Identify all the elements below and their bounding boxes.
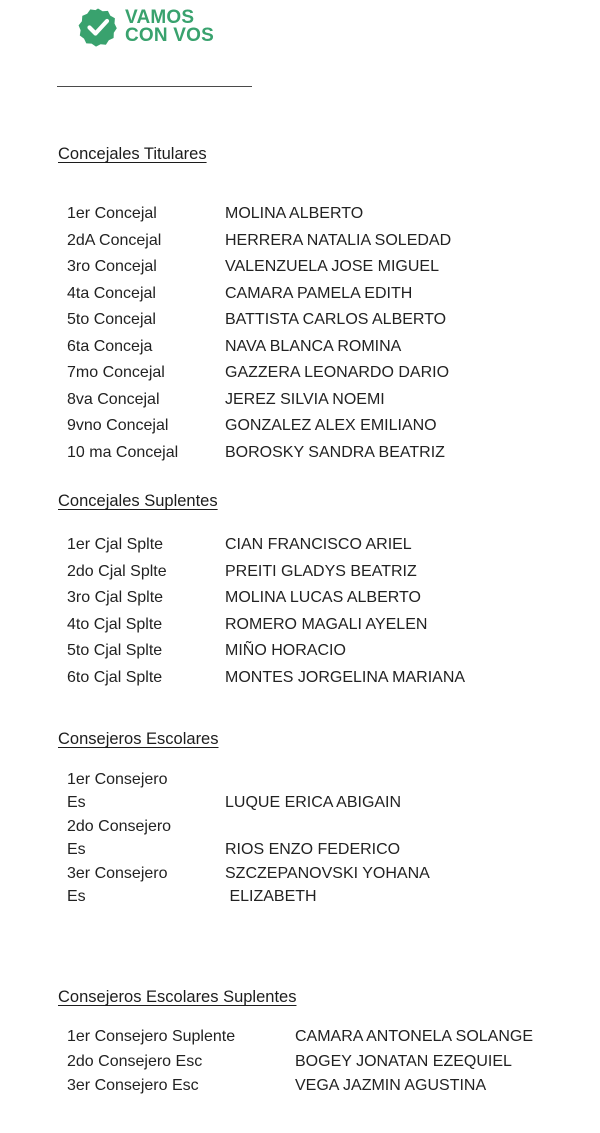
row-label: 4to Cjal Splte [67,615,163,633]
row-name: JEREZ SILVIA NOEMI [225,390,385,408]
row-label: 7mo Concejal [67,364,165,381]
row-label: Es [67,841,86,858]
row-label: 8va Concejal [67,390,160,408]
row-name: BOROSKY SANDRA BEATRIZ [225,443,445,461]
row-name: BATTISTA CARLOS ALBERTO [225,311,447,328]
logo-line-1: VAMOS [125,7,195,28]
row-name: GONZALEZ ALEX EMILIANO [225,417,437,434]
section-heading-escolares-suplentes: Consejeros Escolares Suplentes [58,988,297,1006]
row-name: VEGA JAZMIN AGUSTINA [295,1077,487,1094]
row-label: Es [67,888,86,905]
row-name: GAZZERA LEONARDO DARIO [225,364,450,381]
row-label: 2dA Concejal [67,231,162,249]
row-name: MOLINA LUCAS ALBERTO [225,589,421,606]
row-name: ELIZABETH [225,888,317,905]
row-name: MONTES JORGELINA MARIANA [225,668,466,686]
section-heading-titulares: Concejales Titulares [58,145,207,163]
row-label: 5to Concejal [67,311,156,328]
row-label: 3er Consejero Esc [67,1077,199,1094]
row-label: 3er Consejero [67,865,168,882]
row-label: 4ta Concejal [67,284,156,302]
check-badge-icon [78,7,118,47]
row-name: NAVA BLANCA ROMINA [225,337,402,355]
row-label: 2do Consejero [67,818,172,835]
row-name: BOGEY JONATAN EZEQUIEL [295,1053,512,1070]
row-label: 1er Concejal [67,205,157,222]
divider-line [57,86,252,87]
section-heading-suplentes: Concejales Suplentes [58,492,218,510]
row-label: 6to Cjal Splte [67,668,163,686]
row-name: PREITI GLADYS BEATRIZ [225,562,417,580]
logo-line-2: CON VOS [125,25,215,46]
row-name: LUQUE ERICA ABIGAIN [225,794,402,811]
row-name: SZCZEPANOVSKI YOHANA [225,865,430,882]
row-name: CAMARA PAMELA EDITH [225,284,413,302]
row-label: 1er Consejero [67,771,168,788]
row-name: MOLINA ALBERTO [225,205,364,222]
row-label: 1er Cjal Splte [67,536,164,553]
row-name: HERRERA NATALIA SOLEDAD [225,231,452,249]
row-label: 10 ma Concejal [67,443,179,461]
row-name: CAMARA ANTONELA SOLANGE [295,1028,534,1045]
row-label: 9vno Concejal [67,417,169,434]
row-label: 2do Cjal Splte [67,562,167,580]
row-label: 5to Cjal Splte [67,642,163,659]
row-name: ROMERO MAGALI AYELEN [225,615,428,633]
row-label: Es [67,794,86,811]
section-heading-escolares: Consejeros Escolares [58,730,219,748]
row-name: CIAN FRANCISCO ARIEL [225,536,412,553]
row-label: 3ro Concejal [67,258,157,275]
row-name: RIOS ENZO FEDERICO [225,841,401,858]
row-label: 1er Consejero Suplente [67,1028,236,1045]
logo-wordmark [125,9,214,45]
row-label: 3ro Cjal Splte [67,589,164,606]
row-name: MIÑO HORACIO [225,642,346,659]
row-name: VALENZUELA JOSE MIGUEL [225,258,439,275]
row-label: 2do Consejero Esc [67,1053,203,1070]
row-label: 6ta Conceja [67,337,153,355]
logo [78,7,214,47]
